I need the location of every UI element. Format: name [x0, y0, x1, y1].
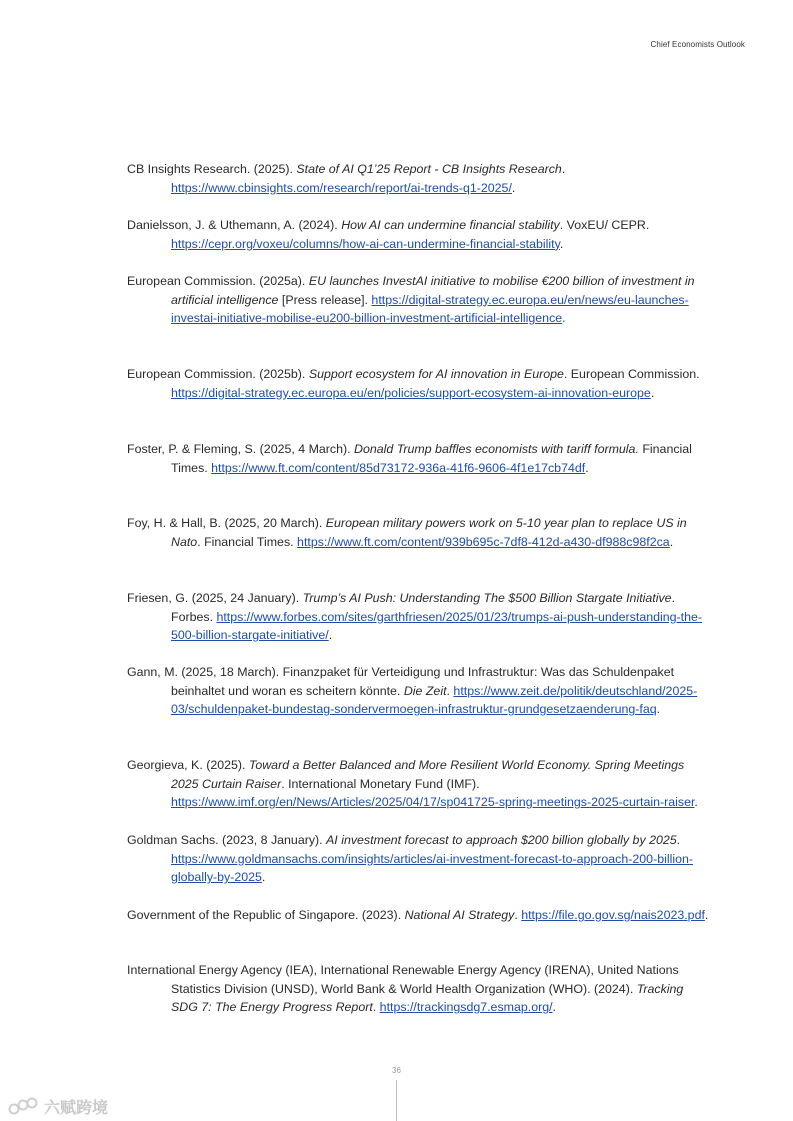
- reference-entry: Government of the Republic of Singapore. (2023). National AI Strategy. https://file.go.gov.sg/nais2023.pdf.: [127, 908, 709, 922]
- reference-link[interactable]: https://www.imf.org/en/News/Articles/2025/04/17/sp041725-spring-meetings-2025-curtain-raiser: [171, 795, 695, 810]
- reference-entry: Friesen, G. (2025, 24 January). Trump’s AI Push: Understanding The $500 Billion Stargate Initiative. Forbes. https://www.forbes.com/sites/garthfriesen/2025/01/23/trumps-ai-push-understanding-the-500-billion-stargate-initiative/.: [127, 591, 702, 643]
- reference-entry: International Energy Agency (IEA), International Renewable Energy Agency (IRENA), United Nations Statistics Division (UNSD), World Bank & World Health Organization (WHO). (2024). Tracking SDG 7: The Energy Progress Report. https://trackingsdg7.esmap.org/.: [127, 963, 684, 1015]
- running-header-title: Chief Economists Outlook: [650, 40, 745, 49]
- page-number: 36: [392, 1066, 401, 1075]
- reference-link[interactable]: https://file.go.gov.sg/nais2023.pdf: [521, 908, 705, 922]
- watermark-text: 六赋跨境: [44, 1099, 109, 1117]
- reference-link[interactable]: https://www.forbes.com/sites/garthfriesen/2025/01/23/trumps-ai-push-understanding-the-500-billion-stargate-initiative/: [171, 609, 702, 643]
- reference-link[interactable]: https://cepr.org/voxeu/columns/how-ai-can-undermine-financial-stability: [171, 236, 560, 251]
- reference-entry: CB Insights Research. (2025). State of AI Q1’25 Report - CB Insights Research. https://www.cbinsights.com/research/report/ai-trends-q1-2025/.: [127, 162, 566, 195]
- reference-link[interactable]: https://trackingsdg7.esmap.org/: [379, 1000, 553, 1015]
- reference-entry: European Commission. (2025a). EU launches InvestAI initiative to mobilise €200 billion of investment in artificial intelligence [Press release]. https://digital-strategy.ec.europa.eu/en/news/eu-launches-investai-initiative-mobilise-eu200-billion-investment-artificial-intelligence.: [127, 274, 695, 326]
- footer-divider: [396, 1080, 397, 1121]
- reference-entry: Foster, P. & Fleming, S. (2025, 4 March). Donald Trump baffles economists with tariff formula. Financial Times. https://www.ft.com/content/85d73172-936a-41f6-9606-4f1e17cb74df.: [127, 442, 692, 475]
- reference-link[interactable]: https://www.ft.com/content/939b695c-7df8-412d-a430-df988c98f2ca: [297, 534, 670, 549]
- reference-link[interactable]: https://www.cbinsights.com/research/report/ai-trends-q1-2025/: [171, 180, 512, 195]
- reference-link[interactable]: https://www.ft.com/content/85d73172-936a-41f6-9606-4f1e17cb74df: [211, 460, 586, 475]
- reference-link[interactable]: https://digital-strategy.ec.europa.eu/en/policies/support-ecosystem-ai-innovation-europe: [171, 385, 651, 400]
- reference-entry: Gann, M. (2025, 18 March). Finanzpaket für Verteidigung und Infrastruktur: Was das Schuldenpaket beinhaltet und woran es scheitern könnte. Die Zeit. https://www.zeit.de/politik/deutschland/2025-03/schuldenpaket-bundestag-sondervermoegen-infrastruktur-grundgesetzaenderung-faq.: [127, 665, 698, 717]
- reference-entry: Georgieva, K. (2025). Toward a Better Balanced and More Resilient World Economy. Spring Meetings 2025 Curtain Raiser. International Monetary Fund (IMF). https://www.imf.org/en/News/Articles/2025/04/17/sp041725-spring-meetings-2025-curtain-raiser.: [127, 758, 698, 810]
- reference-entry: Foy, H. & Hall, B. (2025, 20 March). European military powers work on 5-10 year plan to replace US in Nato. Financial Times. https://www.ft.com/content/939b695c-7df8-412d-a430-df988c98f2ca.: [127, 516, 687, 549]
- reference-link[interactable]: https://digital-strategy.ec.europa.eu/en/news/eu-launches-investai-initiative-mobilise-eu200-billion-investment-artificial-intelligence: [171, 292, 689, 326]
- watermark: [8, 1095, 108, 1117]
- reference-link[interactable]: https://www.goldmansachs.com/insights/articles/ai-investment-forecast-to-approach-200-billion-globally-by-2025: [171, 851, 694, 885]
- reference-entry: European Commission. (2025b). Support ecosystem for AI innovation in Europe. European Commission. https://digital-strategy.ec.europa.eu/en/policies/support-ecosystem-ai-innovation-europe.: [127, 367, 700, 400]
- reference-link[interactable]: https://www.zeit.de/politik/deutschland/2025-03/schuldenpaket-bundestag-sondervermoegen-infrastruktur-grundgesetzaenderung-faq: [171, 683, 698, 717]
- reference-entry: Danielsson, J. & Uthemann, A. (2024). How AI can undermine financial stability. VoxEU/ CEPR. https://cepr.org/voxeu/columns/how-ai-can-undermine-financial-stability.: [127, 218, 650, 251]
- reference-entry: Goldman Sachs. (2023, 8 January). AI investment forecast to approach $200 billion globally by 2025. https://www.goldmansachs.com/insights/articles/ai-investment-forecast-to-approach-200-billion-globally-by-2025.: [127, 833, 694, 885]
- watermark-logo-icon: [8, 1097, 38, 1115]
